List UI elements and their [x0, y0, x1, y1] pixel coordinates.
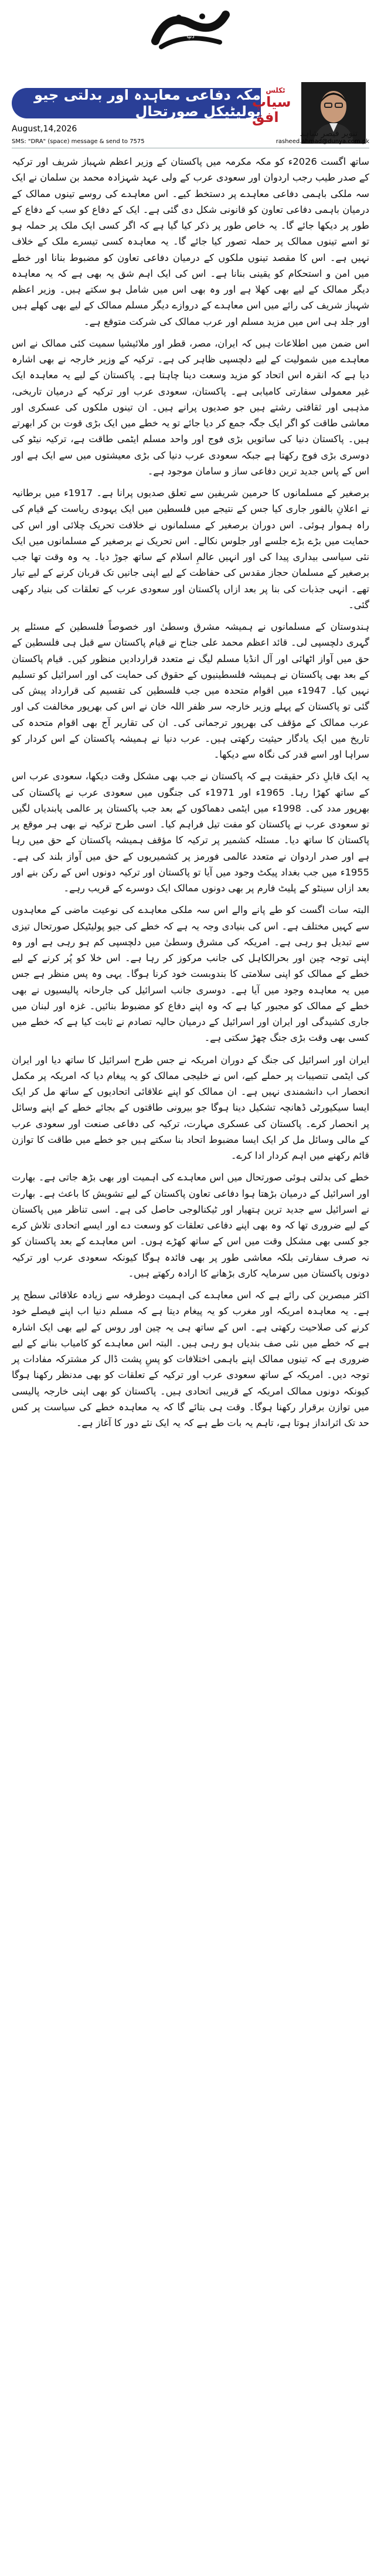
newspaper-logo[interactable] — [144, 6, 237, 53]
author-email[interactable]: rasheed.ahmad@dunya.com.pk — [275, 138, 369, 145]
article-paragraph: ساتھ اگست 2026ء کو مکہ مکرمہ میں پاکستان کے وزیر اعظم شہباز شریف اور ترکیہ کے صدر طیب رجب اردوان اور سعودی عرب کے ولی عہد شہزادہ محمد بن سلمان نے ایک سہ ملکی باہمی دفاعی معاہدے پر دستخط کیے۔ اس معاہدے کی روسے تینوں ممالک کے درمیان باہمی دفاعی تعاون کو قانونی شکل دی گئی ہے۔ ایک کے دفاع کو سب کے دفاع کے طور پر دیکھا جائے گا۔ یہ خاص طور پر ذکر کیا گیا ہے کہ اگر کسی ایک ملک پر حملہ ہو تو اسے تینوں ممالک پر حملہ تصور کیا جائے گا۔ یہ معاہدہ کسی تیسرے ملک کے خلاف نہیں ہے۔ اس کا مقصد تینوں ملکوں کے درمیان دفاعی تعاون کو مضبوط بنانا اور خطے میں امن و استحکام کو یقینی بنانا ہے۔ اس کی ایک اہم شق یہ بھی ہے کہ یہ معاہدہ دیگر ممالک کے لیے بھی کھلا ہے اور وہ بھی اس میں شامل ہو سکتے ہیں۔ وزیر اعظم شہباز شریف کی رائے میں اس معاہدے کے دروازے دیگر مسلم ممالک کے لیے بھی کھلے ہیں اور جلد ہی اس میں مزید مسلم اور عرب ممالک کی شرکت متوقع ہے۔ — [12, 156, 369, 327]
publish-date: August,14,2026 — [12, 124, 77, 134]
article-headline: مکہ دفاعی معاہدہ اور بدلتی جیو پولیٹیکل صورتحال — [34, 87, 261, 120]
sms-info: SMS: "DRA" (space) message & send to 7575 — [12, 138, 145, 145]
article-paragraph: خطے کی بدلتی ہوئی صورتحال میں اس معاہدے کی اہمیت اور بھی بڑھ جاتی ہے۔ بھارت اور اسرائیل کے درمیان بڑھتا ہوا دفاعی تعاون پاکستان کے لیے تشویش کا باعث ہے۔ بھارت نے اسرائیل سے جدید ترین ہتھیار اور ٹیکنالوجی حاصل کی ہے۔ اسی تناظر میں پاکستان کے لیے ضروری تھا کہ وہ بھی اپنے دفاعی تعلقات کو وسعت دے اور ایسے اتحادی تلاش کرے جو کسی بھی مشکل وقت میں اس کے ساتھ کھڑے ہوں۔ اس معاہدے کے بعد پاکستان کو نہ صرف سفارتی بلکہ معاشی طور پر بھی فائدہ ہوگا کیونکہ سعودی عرب اور ترکیہ دونوں پاکستان میں سرمایہ کاری بڑھانے کا ارادہ رکھتے ہیں۔ — [12, 1172, 369, 1279]
article-paragraph: البتہ سات اگست کو طے پانے والے اس سہ ملکی معاہدے کی نوعیت ماضی کے معاہدوں سے کہیں مختلف ہے۔ اس کی بنیادی وجہ یہ ہے کہ خطے کی جیو پولیٹیکل صورتحال تیزی سے تبدیل ہو رہی ہے۔ امریکہ کی مشرق وسطیٰ میں دلچسپی کم ہو رہی ہے اور وہ اپنی توجہ چین اور بحرالکاہل کی جانب مرکوز کر رہا ہے۔ اس خلا کو پُر کرنے کے لیے خطے کے ممالک کو اپنی سلامتی کا بندوبست خود کرنا ہوگا۔ یہی وہ پس منظر ہے جس میں یہ معاہدہ وجود میں آیا ہے۔ دوسری جانب اسرائیل کی جارحانہ پالیسیوں نے بھی خطے کے ممالک کو مجبور کیا ہے کہ وہ اپنے دفاع کو مضبوط بنائیں۔ غزہ اور لبنان میں جاری کشیدگی اور ایران اور اسرائیل کے درمیان حالیہ تصادم نے ثابت کیا ہے کہ خطے میں کسی بھی وقت بڑی جنگ چھڑ سکتی ہے۔ — [12, 904, 369, 1044]
article-paragraph: ہندوستان کے مسلمانوں نے ہمیشہ مشرق وسطیٰ اور خصوصاً فلسطین کے مسئلے پر گہری دلچسپی لی۔ قائد اعظم محمد علی جناح نے قیام پاکستان سے قبل ہی فلسطین کے حق میں آواز اٹھائی اور آل انڈیا مسلم لیگ نے متعدد قراردادیں منظور کیں۔ قیام پاکستان کے بعد بھی پاکستان نے ہمیشہ فلسطینیوں کے حقوق کی حمایت کی اور اسرائیل کو تسلیم نہیں کیا۔ 1947ء میں اقوام متحدہ میں جب فلسطین کی تقسیم کی قرارداد پیش کی گئی تو پاکستان کے پہلے وزیر خارجہ سر ظفر اللہ خان نے اس کی بھرپور مخالفت کی اور عرب ممالک کے مؤقف کی بھرپور ترجمانی کی۔ ان کی تقاریر آج بھی اقوام متحدہ کی تاریخ میں ایک یادگار حیثیت رکھتی ہیں۔ عرب دنیا نے ہمیشہ پاکستان کے اس کردار کو سراہا اور اسے قدر کی نگاہ سے دیکھا۔ — [12, 621, 369, 760]
article-paragraph: یہ ایک قابلِ ذکر حقیقت ہے کہ پاکستان نے جب بھی مشکل وقت دیکھا، سعودی عرب اس کے ساتھ کھڑا رہا۔ 1965ء اور 1971ء کی جنگوں میں سعودی عرب نے پاکستان کی بھرپور مدد کی۔ 1998ء میں ایٹمی دھماکوں کے بعد جب پاکستان پر عالمی پابندیاں لگیں تو سعودی عرب نے پاکستان کو مفت تیل فراہم کیا۔ اسی طرح ترکیہ نے بھی ہر موقع پر پاکستان کا ساتھ دیا۔ مسئلہ کشمیر پر ترکیہ کا مؤقف ہمیشہ پاکستان کے حق میں رہا ہے اور صدر اردوان نے متعدد عالمی فورمز پر کشمیریوں کے حق میں آواز بلند کی ہے۔ 1955ء میں جب بغداد پیکٹ وجود میں آیا تو پاکستان اور ترکیہ دونوں اس کے رکن بنے اور بعد ازاں سینٹو کے پلیٹ فارم پر بھی دونوں ممالک ایک دوسرے کے قریب رہے۔ — [12, 771, 369, 894]
column-label-big: سیاپ افق — [252, 94, 291, 125]
article-paragraph: اس ضمن میں اطلاعات ہیں کہ ایران، مصر، قطر اور ملائیشیا سمیت کئی ممالک نے اس معاہدے میں شمولیت کے لیے دلچسپی ظاہر کی ہے۔ ترکیہ کے وزیر خارجہ نے بھی اشارہ دیا ہے کہ انقرہ اس اتحاد کو مزید وسعت دینا چاہتا ہے۔ پاکستان کے لیے یہ معاہدہ ایک غیر معمولی سفارتی کامیابی ہے۔ پاکستان، سعودی عرب اور ترکیہ کے درمیان تاریخی، مذہبی اور ثقافتی رشتے ہیں جو صدیوں پرانے ہیں۔ ان تینوں ملکوں کی عسکری اور معاشی طاقت کو اگر ایک جگہ جمع کر دیا جائے تو یہ خطے میں ایک بڑی قوت بن کر ابھرتے ہیں۔ پاکستان دنیا کی ساتویں بڑی فوج اور واحد مسلم ایٹمی طاقت ہے، ترکیہ نیٹو کی دوسری بڑی فوج رکھتا ہے جبکہ سعودی عرب دنیا کی بڑی معیشتوں میں سے ایک ہے اور اس کے پاس جدید ترین دفاعی ساز و سامان موجود ہے۔ — [12, 337, 369, 477]
article-paragraph: برصغیر کے مسلمانوں کا حرمین شریفین سے تعلق صدیوں پرانا ہے۔ 1917ء میں برطانیہ نے اعلانِ بالفور جاری کیا جس کے نتیجے میں فلسطین میں ایک یہودی ریاست کے قیام کی راہ ہموار ہوئی۔ اس دوران برصغیر کے مسلمانوں نے خلافت تحریک چلائی اور اس کی حمایت میں بڑے بڑے جلسے اور جلوس نکالے۔ اس تحریک نے برصغیر کے مسلمانوں میں ایک نئی سیاسی بیداری پیدا کی اور انہیں عالمِ اسلام کے ساتھ جوڑ دیا۔ یہ وہ وقت تھا جب برصغیر کے مسلمان حجاز مقدس کی حفاظت کے لیے اپنی جانیں تک قربان کرنے کے لیے تیار تھے۔ انہی جذبات کی بنا پر بعد ازاں پاکستان اور سعودی عرب کے تعلقات کی بنیاد رکھی گئی۔ — [12, 487, 370, 610]
article-headline-band — [12, 88, 261, 118]
column-badge — [252, 88, 299, 123]
svg-text:دنیا: دنیا — [186, 33, 195, 40]
article-paragraph: ایران اور اسرائیل کی جنگ کے دوران امریکہ نے جس طرح اسرائیل کا ساتھ دیا اور ایران کی ایٹمی تنصیبات پر حملے کیے، اس نے خلیجی ممالک کو یہ پیغام دیا کہ امریکہ پر مکمل انحصار اب دانشمندی نہیں ہے۔ ان ممالک کو اپنے علاقائی اتحادیوں کے ساتھ مل کر ایک ایسا سیکیورٹی ڈھانچہ تشکیل دینا ہوگا جو بیرونی طاقتوں کے بجائے خطے کے اپنے وسائل پر انحصار کرے۔ پاکستان کی عسکری مہارت، ترکیہ کی دفاعی صنعت اور سعودی عرب کے مالی وسائل مل کر ایک ایسا مضبوط اتحاد بنا سکتے ہیں جو خطے میں طاقت کا توازن قائم رکھنے میں اہم کردار ادا کرے۔ — [12, 1054, 369, 1161]
logo-graphic — [144, 6, 237, 53]
article-paragraph: اکثر مبصرین کی رائے ہے کہ اس معاہدے کی اہمیت دوطرفہ سے زیادہ علاقائی سطح پر ہے۔ یہ معاہدہ امریکہ اور مغرب کو یہ پیغام دیتا ہے کہ مسلم دنیا اب اپنے فیصلے خود کرنے کی صلاحیت رکھتی ہے۔ اس کے ساتھ ہی یہ چین اور روس کے لیے بھی ایک اشارہ ہے کہ خطے میں نئی صف بندیاں ہو رہی ہیں۔ البتہ اس معاہدے کو کامیاب بنانے کے لیے ضروری ہے کہ تینوں ممالک اپنے باہمی اختلافات کو پسِ پشت ڈال کر مشترکہ مفادات پر توجہ دیں۔ امریکہ کے ساتھ سعودی عرب اور ترکیہ کے تعلقات کو بھی مدنظر رکھنا ہوگا کیونکہ دونوں ممالک امریکہ کے قریبی اتحادی ہیں۔ پاکستان کو بھی اپنی خارجہ پالیسی میں توازن برقرار رکھنا ہوگا۔ وقت ہی بتائے گا کہ یہ معاہدہ خطے کی سیاست پر کس حد تک اثرانداز ہوتا ہے، تاہم یہ بات طے ہے کہ یہ ایک نئے دور کا آغاز ہے۔ — [12, 1289, 369, 1428]
author-name: تنویر قیصر شاہد — [300, 129, 358, 138]
article-body — [12, 154, 369, 2564]
masthead — [0, 0, 381, 147]
column-label-small: ٹکلس — [266, 86, 285, 94]
contact-line — [12, 138, 369, 145]
